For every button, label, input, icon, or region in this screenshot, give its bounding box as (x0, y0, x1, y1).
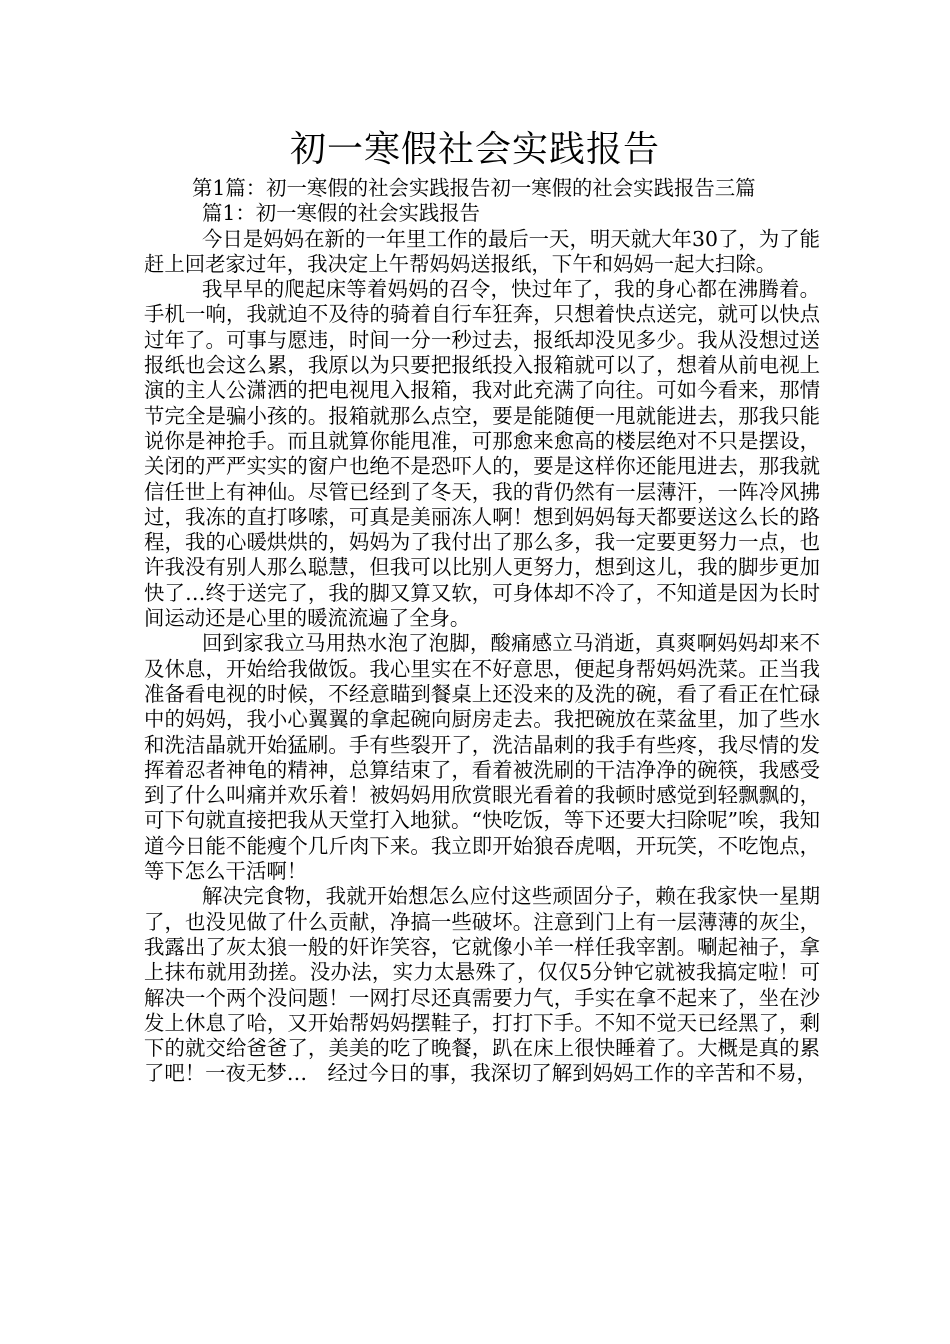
section-label: 篇1：初一寒假的社会实践报告 (202, 201, 481, 226)
document-subheading: 第1篇：初一寒假的社会实践报告初一寒假的社会实践报告三篇 (192, 176, 756, 200)
document-body (144, 176, 820, 1087)
body-paragraph: 我早早的爬起床等着妈妈的召令，快过年了，我的身心都在沸腾着。手机一响，我就迫不及待的骑着自行车狂奔，只想着快点送完，就可以快点过年了。可事与愿违，时间一分一秒过去，报纸却没见多少。我从没想过送报纸也会这么累，我原以为只要把报纸投入报箱就可以了，想着从前电视上演的主人公潇洒的把电视甩入报箱，我对此充满了向往。可如今看来，那情节完全是骗小孩的。报箱就那么点空，要是能随便一甩就能进去，那我只能说你是神抢手。而且就算你能甩准，可那愈来愈高的楼层绝对不只是摆设，关闭的严严实实的窗户也绝不是恐吓人的，要是这样你还能甩进去，那我就信任世上有神仙。尽管已经到了冬天，我的背仍然有一层薄汗，一阵冷风拂过，我冻的直打哆嗦，可真是美丽冻人啊！想到妈妈每天都要送这么长的路程，我的心暖烘烘的，妈妈为了我付出了那么多，我一定要更努力一点，也许我没有别人那么聪慧，但我可以比别人更努力，想到这儿，我的脚步更加快了…终于送完了，我的脚又算又软，可身体却不冷了，不知道是因为长时间运动还是心里的暖流流遍了全身。 (144, 277, 820, 631)
body-paragraph: 回到家我立马用热水泡了泡脚，酸痛感立马消逝，真爽啊妈妈却来不及休息，开始给我做饭。我心里实在不好意思，便起身帮妈妈洗菜。正当我准备看电视的时候，不经意瞄到餐桌上还没来的及洗的碗，看了看正在忙碌中的妈妈，我小心翼翼的拿起碗向厨房走去。我把碗放在菜盆里，加了些水和洗洁晶就开始猛刷。手有些裂开了，洗洁晶刺的我手有些疼，我尽情的发挥着忍者神龟的精神，总算结束了，看着被洗刷的干洁净净的碗筷，我感受到了什么叫痛并欢乐着！被妈妈用欣赏眼光看着的我顿时感觉到轻飘飘的，可下句就直接把我从天堂打入地狱。“快吃饭，等下还要大扫除呢”唉，我知道今日能不能瘦个几斤肉下来。我立即开始狼吞虎咽，开玩笑，不吃饱点，等下怎么干活啊！ (144, 631, 820, 884)
body-paragraph: 解决完食物，我就开始想怎么应付这些顽固分子，赖在我家快一星期了，也没见做了什么贡献，净搞一些破坏。注意到门上有一层薄薄的灰尘，我露出了灰太狼一般的奸诈笑容，它就像小羊一样任我宰割。唰起袖子，拿上抹布就用劲搓。没办法，实力太悬殊了，仅仅5分钟它就被我搞定啦！可解决一个两个没问题！一网打尽还真需要力气，手实在拿不起来了，坐在沙发上休息了哈，又开始帮妈妈摆鞋子，打打下手。不知不觉天已经黑了，剩下的就交给爸爸了，美美的吃了晚餐，趴在床上很快睡着了。大概是真的累了吧！一夜无梦… 经过今日的事，我深切了解到妈妈工作的辛苦和不易， (144, 884, 820, 1086)
body-paragraph: 今日是妈妈在新的一年里工作的最后一天，明天就大年30了，为了能赶上回老家过年，我决定上午帮妈妈送报纸，下午和妈妈一起大扫除。 (144, 226, 820, 276)
document-title: 初一寒假社会实践报告 (289, 129, 660, 170)
